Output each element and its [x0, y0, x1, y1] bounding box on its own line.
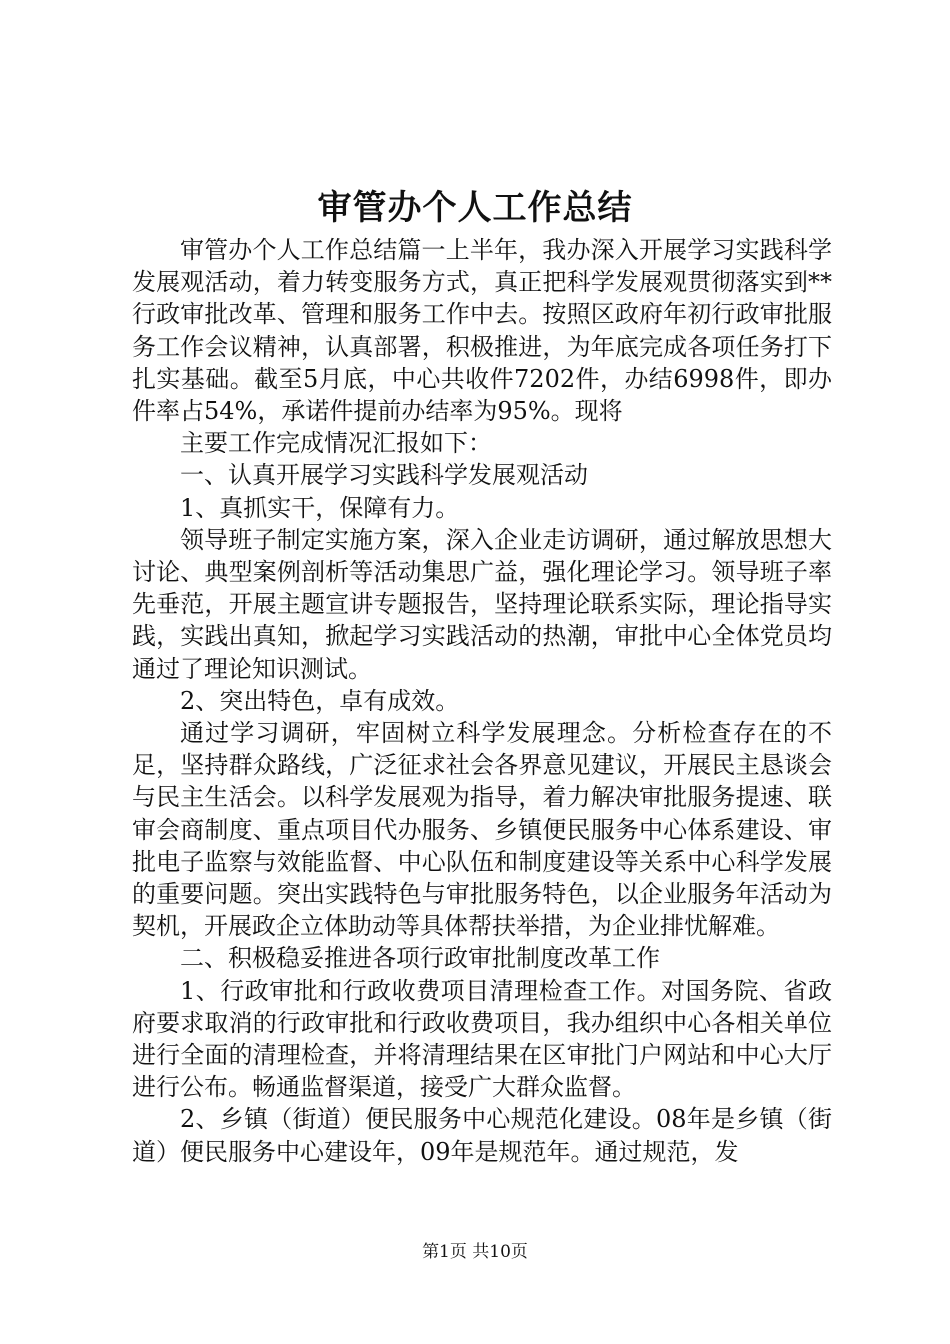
- subsection-heading: 2、突出特色，卓有成效。: [180, 686, 460, 715]
- document-body: [132, 234, 832, 1168]
- section-heading: 一、认真开展学习实践科学发展观活动: [180, 461, 588, 490]
- page-footer: 第1页 共10页: [422, 1242, 528, 1262]
- paragraph: 主要工作完成情况汇报如下：: [180, 429, 492, 458]
- paragraph: 2、乡镇（街道）便民服务中心规范化建设。08年是乡镇（街道）便民服务中心建设年，09年是规范年。通过规范，发: [132, 1105, 832, 1166]
- paragraph: 通过学习调研，牢固树立科学发展理念。分析检查存在的不足，坚持群众路线，广泛征求社会各界意见建议，开展民主恳谈会与民主生活会。以科学发展观为指导，着力解决审批服务提速、联审会商制度、重点项目代办服务、乡镇便民服务中心体系建设、审批电子监察与效能监督、中心队伍和制度建设等关系中心科学发展的重要问题。突出实践特色与审批服务特色，以企业服务年活动为契机，开展政企立体助动等具体帮扶举措，为企业排忧解难。: [132, 719, 832, 941]
- subsection-heading: 1、真抓实干，保障有力。: [180, 493, 460, 522]
- section-heading: 二、积极稳妥推进各项行政审批制度改革工作: [180, 944, 660, 973]
- paragraph: 审管办个人工作总结篇一上半年，我办深入开展学习实践科学发展观活动，着力转变服务方式，真正把科学发展观贯彻落实到**行政审批改革、管理和服务工作中去。按照区政府年初行政审批服务工作会议精神，认真部署，积极推进，为年底完成各项任务打下扎实基础。截至5月底，中心共收件7202件，办结6998件，即办件率占54%，承诺件提前办结率为95%。现将: [132, 236, 832, 426]
- paragraph: 1、行政审批和行政收费项目清理检查工作。对国务院、省政府要求取消的行政审批和行政收费项目，我办组织中心各相关单位进行全面的清理检查，并将清理结果在区审批门户网站和中心大厅进行公布。畅通监督渠道，接受广大群众监督。: [132, 976, 832, 1102]
- document-title: 审管办个人工作总结: [317, 188, 633, 228]
- paragraph: 领导班子制定实施方案，深入企业走访调研，通过解放思想大讨论、典型案例剖析等活动集思广益，强化理论学习。领导班子率先垂范，开展主题宣讲专题报告，坚持理论联系实际，理论指导实践，实践出真知，掀起学习实践活动的热潮，审批中心全体党员均通过了理论知识测试。: [132, 525, 832, 683]
